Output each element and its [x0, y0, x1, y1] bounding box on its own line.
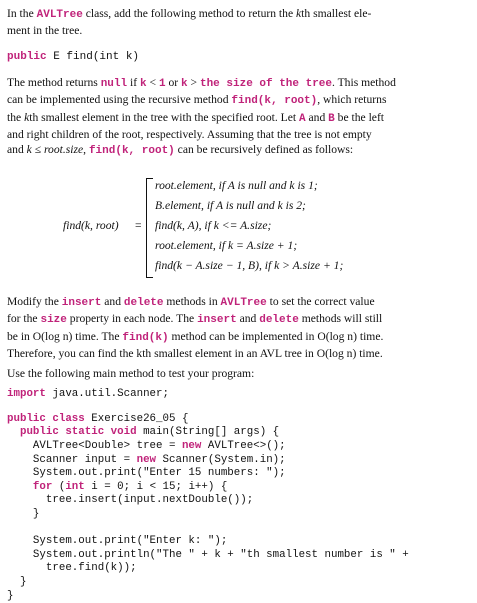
keyword: import — [7, 387, 46, 400]
text: and — [101, 294, 124, 308]
text: . This method — [332, 75, 396, 89]
formula-case: root.element, if k = A.size + 1; — [155, 238, 298, 252]
text: be the left — [334, 110, 385, 124]
formula-equals: = — [135, 218, 142, 232]
formula-case: find(k, A), if k <= A.size; — [155, 218, 272, 232]
text: , — [83, 143, 89, 157]
code: k — [181, 77, 188, 90]
code-text: tree.insert(input.nextDouble()); — [7, 494, 254, 507]
test-instruction: Use the following main method to test your program: — [7, 367, 255, 381]
code: delete — [123, 296, 164, 309]
text: to set the correct value — [266, 294, 375, 308]
code-text: } — [7, 589, 14, 602]
code-class-name: AVLTree — [36, 9, 83, 21]
var-root-size: root.size — [43, 143, 84, 157]
code-block — [7, 413, 471, 603]
text: ment in the tree. — [7, 24, 83, 38]
text: and — [7, 143, 27, 157]
keyword: public class — [7, 412, 85, 425]
keyword: public static void — [7, 426, 137, 439]
text: class, add the following method to return the — [82, 7, 296, 20]
import-statement — [7, 388, 471, 400]
text: th smallest element in the tree with the specified root. Let — [29, 110, 300, 124]
code-text: System.out.println("The " + k + "th smallest number is " + — [7, 548, 409, 561]
var-k: k — [296, 7, 302, 20]
formula-lhs: find(k, root) — [63, 218, 119, 232]
code: null — [100, 77, 128, 90]
keyword: for — [7, 480, 53, 493]
code-text: System.out.print("Enter k: "); — [7, 535, 228, 548]
text: and — [236, 312, 260, 326]
exercise-page — [7, 6, 471, 603]
description-paragraph — [7, 75, 471, 160]
text: methods in — [163, 294, 221, 308]
intro-paragraph — [7, 6, 471, 39]
text: be in O(log n) time. The — [7, 329, 123, 343]
code: 1 — [158, 77, 166, 90]
text: In the — [7, 7, 37, 20]
code-text: main(String[] args) { — [136, 426, 280, 439]
signature-text: E find(int k) — [46, 50, 140, 63]
code: insert — [61, 296, 102, 309]
text: The method returns — [7, 75, 101, 89]
formula-case: root.element, if A is null and k is 1; — [155, 178, 318, 192]
text: < — [146, 75, 159, 89]
code-text: ( — [52, 480, 66, 493]
formula-cases — [155, 176, 343, 276]
text: Modify the — [7, 294, 62, 308]
keyword: new — [181, 440, 202, 453]
code: find(k) — [122, 331, 169, 344]
formula-case: B.element, if A is null and k is 2; — [155, 198, 306, 212]
code-text: } — [7, 508, 40, 521]
code: AVLTree — [220, 296, 267, 309]
code: find(k, root) — [231, 95, 318, 108]
code: k — [140, 77, 147, 90]
text: and — [305, 110, 329, 124]
code-text: tree.find(k)); — [7, 562, 137, 575]
formula-case: find(k − A.size − 1, B), if k > A.size + 1; — [155, 258, 344, 272]
code: insert — [197, 314, 237, 327]
text: and right children of the root, respectively. Assuming that the tree is not empty — [7, 128, 372, 142]
text: > — [187, 75, 200, 89]
text: for the — [7, 312, 41, 326]
var-k: k — [26, 143, 32, 157]
code: A — [299, 112, 306, 125]
code-text: AVLTree<>(); — [201, 440, 286, 453]
code-text: i = 0; i < 15; i++) { — [84, 480, 228, 493]
recursive-formula — [7, 172, 471, 284]
code: size — [40, 314, 67, 327]
code: the size of the tree — [199, 77, 333, 90]
modify-paragraph — [7, 294, 471, 362]
text: or — [165, 75, 182, 89]
text: can be implemented using the recursive method — [7, 93, 232, 107]
code-text: Exercise26_05 { — [84, 412, 189, 425]
text: th smallest ele- — [301, 7, 372, 20]
text: methods will still — [298, 312, 383, 326]
code: delete — [259, 314, 299, 327]
text: property in each node. The — [66, 312, 198, 326]
var-k: k — [24, 110, 30, 124]
keyword: new — [136, 453, 157, 466]
text: Therefore, you can find the kth smallest element in an AVL tree in O(log n) time. — [7, 347, 383, 361]
keyword: int — [65, 480, 85, 493]
code-text: } — [7, 576, 27, 588]
text: method can be implemented in O(log n) time. — [168, 329, 384, 343]
text: ≤ — [31, 143, 44, 157]
text: , which returns — [317, 93, 387, 107]
code-text: AVLTree<Double> tree = — [7, 440, 182, 453]
text: if — [127, 75, 140, 89]
left-brace — [146, 178, 153, 278]
text: can be recursively defined as follows: — [174, 143, 354, 157]
method-signature — [7, 51, 471, 63]
keyword: public — [7, 50, 47, 63]
code-text: Scanner(System.in); — [156, 453, 286, 466]
code-text: Scanner input = — [7, 453, 137, 466]
code: B — [328, 112, 335, 125]
import-text: java.util.Scanner; — [45, 387, 169, 400]
text: the — [7, 110, 25, 124]
code: find(k, root) — [88, 145, 175, 158]
code-text: System.out.print("Enter 15 numbers: "); — [7, 467, 286, 480]
